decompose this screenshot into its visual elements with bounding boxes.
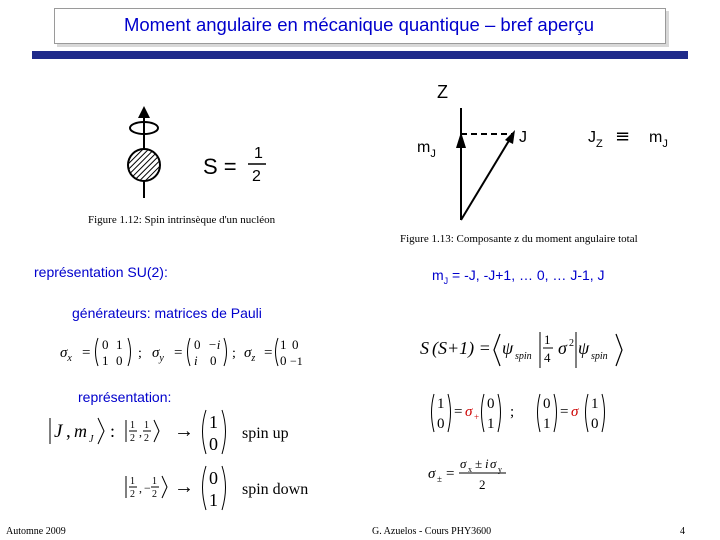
svg-text:=: = bbox=[174, 345, 183, 361]
svg-text:,: , bbox=[66, 421, 71, 442]
svg-text:,: , bbox=[139, 425, 142, 439]
svg-text:=: = bbox=[454, 404, 463, 420]
svg-text:0: 0 bbox=[280, 353, 287, 368]
figure-1-12 bbox=[80, 70, 350, 250]
svg-text:σy: $\sigma_y$ bbox=[152, 345, 164, 364]
svg-text:=: = bbox=[264, 345, 273, 361]
svg-text:i: i bbox=[485, 456, 489, 471]
svg-text:−1: −1 bbox=[290, 354, 303, 368]
svg-text:0: 0 bbox=[591, 416, 599, 432]
svg-text:0: 0 bbox=[102, 337, 109, 352]
generators-label: générateurs: matrices de Pauli bbox=[72, 305, 262, 321]
svg-text:0: 0 bbox=[194, 337, 201, 352]
svg-text:1: 1 bbox=[487, 416, 495, 432]
svg-text:0: 0 bbox=[210, 353, 217, 368]
svg-text:1: 1 bbox=[130, 476, 135, 487]
svg-text:;: ; bbox=[138, 346, 142, 361]
svg-text:1: 1 bbox=[544, 332, 551, 347]
svg-text:1: 1 bbox=[591, 396, 599, 412]
svg-text:i: i bbox=[194, 353, 198, 368]
svg-text:1: 1 bbox=[437, 396, 445, 412]
svg-text:0: 0 bbox=[116, 353, 123, 368]
svg-text:=: = bbox=[560, 404, 569, 420]
svg-text:→: → bbox=[174, 476, 194, 498]
mj2-label: $m_J$ bbox=[649, 129, 668, 150]
svg-text:2: 2 bbox=[152, 489, 157, 500]
svg-text::: : bbox=[110, 421, 116, 441]
svg-text:spin down: spin down bbox=[242, 481, 309, 498]
svg-text:2: 2 bbox=[144, 433, 149, 444]
s-denominator: 2 bbox=[252, 168, 261, 185]
spin-states bbox=[46, 406, 336, 516]
svg-text:1: 1 bbox=[543, 416, 551, 432]
svg-text:=: = bbox=[446, 466, 455, 482]
s-label: S = bbox=[203, 154, 237, 179]
svg-text:1: 1 bbox=[130, 420, 135, 431]
svg-text:σ: σ bbox=[571, 404, 579, 420]
svg-text:1: 1 bbox=[116, 337, 123, 352]
mj-values: $m_J = -J$, -J+1, … 0, … J-1, J bbox=[432, 267, 605, 286]
j-arrow-head bbox=[505, 130, 515, 144]
z-axis-label: Z bbox=[437, 82, 448, 102]
jz-label: $J_Z$ bbox=[588, 129, 603, 150]
svg-text:σ: σ bbox=[460, 456, 467, 471]
svg-text:σx: $\sigma_x$ bbox=[60, 345, 72, 364]
svg-text:+: + bbox=[474, 412, 480, 422]
svg-text:;: ; bbox=[232, 346, 236, 361]
svg-text:−i: −i bbox=[208, 337, 221, 352]
svg-text:ψ: ψ bbox=[578, 338, 590, 358]
title-rule bbox=[32, 51, 688, 59]
svg-text:σ: σ bbox=[465, 404, 473, 420]
j-vector bbox=[461, 134, 513, 220]
svg-text:1: 1 bbox=[102, 353, 109, 368]
svg-text:(S+1) =: (S+1) = bbox=[432, 338, 491, 358]
svg-text:y: y bbox=[498, 465, 502, 474]
svg-text:0: 0 bbox=[209, 468, 218, 488]
svg-text:σ: σ bbox=[428, 466, 436, 482]
svg-text:σ: σ bbox=[558, 338, 567, 358]
svg-text:J: J bbox=[89, 434, 94, 445]
svg-text:±: ± bbox=[437, 474, 442, 484]
svg-text:0: 0 bbox=[543, 396, 551, 412]
svg-text:0: 0 bbox=[209, 434, 218, 454]
footer-term: Automne 2009 bbox=[6, 526, 66, 537]
page-number: 4 bbox=[680, 526, 685, 537]
svg-text:S: S bbox=[420, 338, 429, 358]
sigma-pm-formula bbox=[428, 454, 528, 494]
equiv-sign: ≡ bbox=[615, 126, 631, 147]
spin-expectation-formula bbox=[420, 326, 630, 374]
representation-label: représentation: bbox=[78, 389, 172, 405]
svg-text:σz: $\sigma_z$ bbox=[244, 345, 256, 364]
svg-text:2: 2 bbox=[130, 489, 135, 500]
svg-text:2: 2 bbox=[569, 338, 574, 349]
svg-text:;: ; bbox=[510, 404, 515, 420]
svg-text:2: 2 bbox=[479, 477, 486, 492]
projection-diagram bbox=[395, 70, 695, 250]
raising-lowering-operators bbox=[428, 388, 628, 440]
svg-text:→: → bbox=[174, 420, 194, 442]
mj-label: $m_J$ bbox=[417, 139, 436, 160]
svg-text:ψ: ψ bbox=[502, 338, 514, 358]
svg-text:x: x bbox=[468, 465, 472, 474]
svg-text:spin up: spin up bbox=[242, 425, 289, 442]
footer-course: G. Azuelos - Cours PHY3600 bbox=[372, 526, 492, 537]
su2-label: représentation SU(2): bbox=[34, 264, 168, 280]
figure-1-13-caption: Figure 1.13: Composante z du moment angulaire total bbox=[400, 233, 638, 245]
svg-text:2: 2 bbox=[130, 433, 135, 444]
svg-text:σ: σ bbox=[490, 456, 497, 471]
svg-text:1: 1 bbox=[280, 337, 287, 352]
svg-text:m: m bbox=[74, 421, 87, 441]
svg-text:1: 1 bbox=[144, 420, 149, 431]
j-vector-label: J bbox=[519, 129, 527, 146]
svg-text:1: 1 bbox=[152, 476, 157, 487]
svg-text:±: ± bbox=[475, 456, 483, 471]
svg-text:J: J bbox=[54, 421, 63, 442]
svg-text:0: 0 bbox=[292, 337, 299, 352]
svg-text:0: 0 bbox=[487, 396, 495, 412]
svg-text:=: = bbox=[82, 345, 91, 361]
nucleon-sphere bbox=[128, 149, 160, 181]
svg-text:4: 4 bbox=[544, 350, 551, 365]
svg-text:1: 1 bbox=[209, 490, 218, 510]
pauli-matrices bbox=[60, 332, 303, 372]
svg-text:spin: spin bbox=[515, 351, 532, 362]
svg-text:−: − bbox=[144, 481, 151, 495]
figure-1-12-caption: Figure 1.12: Spin intrinsèque d'un nucléon bbox=[88, 214, 276, 226]
spin-arrow-head bbox=[138, 106, 150, 118]
figure-1-13 bbox=[395, 70, 695, 250]
svg-text:1: 1 bbox=[209, 412, 218, 432]
svg-text:,: , bbox=[139, 481, 142, 495]
slide-title: Moment angulaire en mécanique quantique – bref aperçu bbox=[123, 14, 594, 35]
s-numerator: 1 bbox=[254, 145, 263, 162]
svg-text:0: 0 bbox=[437, 416, 445, 432]
spin-diagram bbox=[80, 70, 350, 250]
svg-text:spin: spin bbox=[591, 351, 608, 362]
